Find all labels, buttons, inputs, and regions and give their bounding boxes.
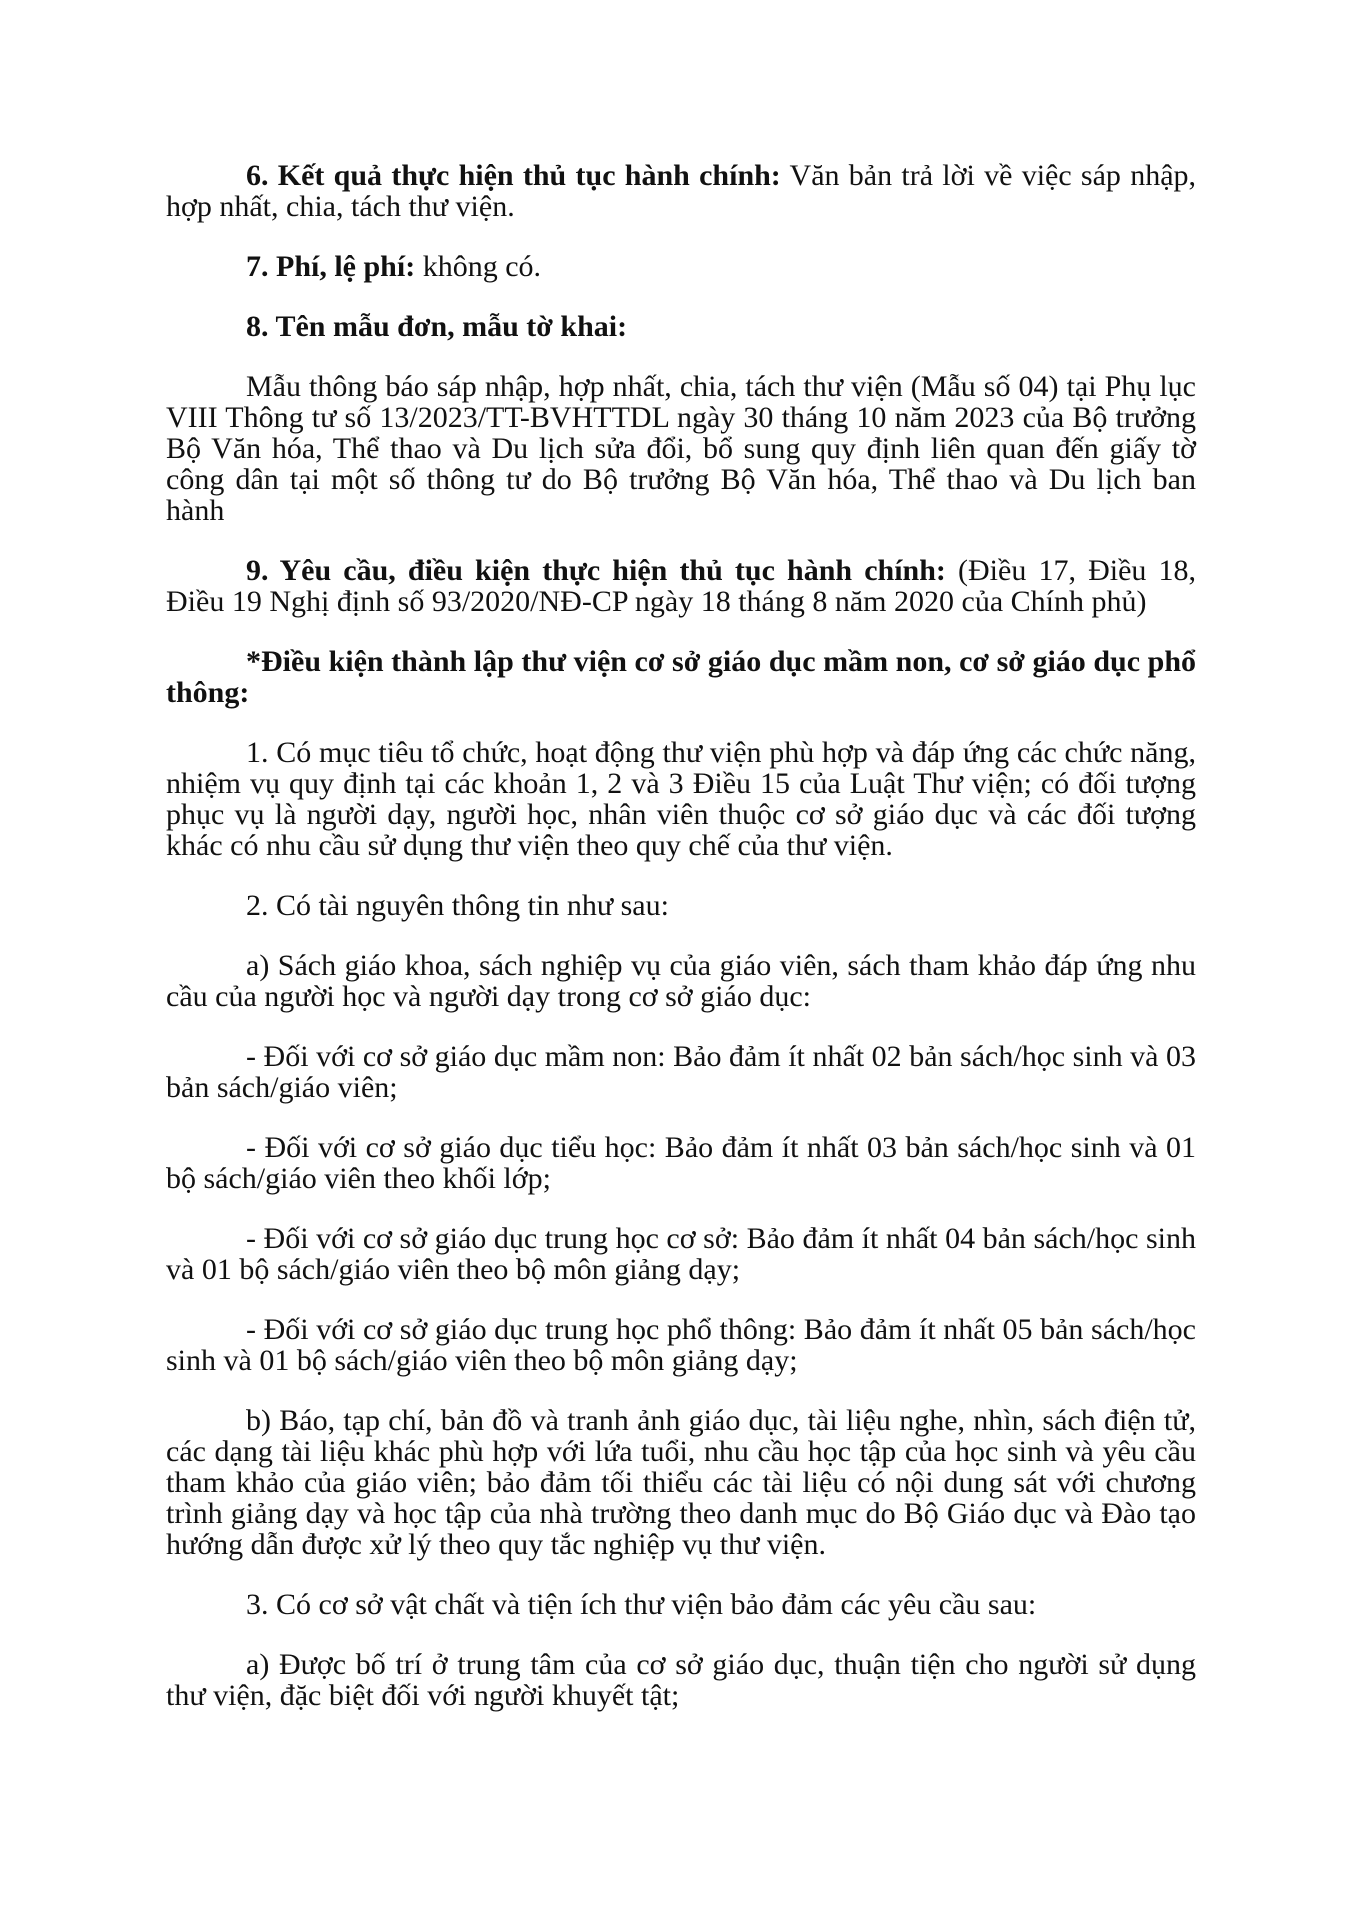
paragraph-2a: a) Sách giáo khoa, sách nghiệp vụ của giáo viên, sách tham khảo đáp ứng nhu cầu của người học và người dạy trong cơ sở giáo dục: — [166, 949, 1196, 1013]
section-9-text: (Điều 17, Điều 18, Điều 19 Nghị định số 93/2020/NĐ-CP ngày 18 tháng 8 năm 2020 của Chính phủ) — [166, 554, 1197, 618]
conditions-heading: *Điều kiện thành lập thư viện cơ sở giáo dục mầm non, cơ sở giáo dục phổ thông: — [166, 645, 1196, 709]
section-6-text: Văn bản trả lời về việc sáp nhập, hợp nhất, chia, tách thư viện. — [166, 159, 1197, 223]
section-7-label: 7. Phí, lệ phí: — [246, 250, 416, 283]
section-6-label: 6. Kết quả thực hiện thủ tục hành chính: — [246, 159, 781, 192]
section-9-label: 9. Yêu cầu, điều kiện thực hiện thủ tục hành chính: — [246, 554, 946, 587]
paragraph-1: 1. Có mục tiêu tổ chức, hoạt động thư viện phù hợp và đáp ứng các chức năng, nhiệm vụ quy định tại các khoản 1, 2 và 3 Điều 15 của Luật Thư viện; có đối tượng phục vụ là người dạy, người học, nhân viên thuộc cơ sở giáo dục và các đối tượng khác có nhu cầu sử dụng thư viện theo quy chế của thư viện. — [166, 736, 1196, 862]
section-8-text: Mẫu thông báo sáp nhập, hợp nhất, chia, tách thư viện (Mẫu số 04) tại Phụ lục VIII Thông tư số 13/2023/TT-BVHTTDL ngày 30 tháng 10 năm 2023 của Bộ trưởng Bộ Văn hóa, Thể thao và Du lịch sửa đổi, bổ sung quy định liên quan đến giấy tờ công dân tại một số thông tư do Bộ trưởng Bộ Văn hóa, Thể thao và Du lịch ban hành — [166, 370, 1196, 527]
bullet-tieu-hoc: - Đối với cơ sở giáo dục tiểu học: Bảo đảm ít nhất 03 bản sách/học sinh và 01 bộ sách/giáo viên theo khối lớp; — [166, 1131, 1196, 1195]
document-page — [166, 160, 1196, 1740]
bullet-trung-hoc-pho-thong: - Đối với cơ sở giáo dục trung học phổ thông: Bảo đảm ít nhất 05 bản sách/học sinh và 01 bộ sách/giáo viên theo bộ môn giảng dạy; — [166, 1313, 1196, 1377]
section-7-text: không có. — [415, 250, 542, 283]
section-7 — [166, 251, 1196, 282]
paragraph-3: 3. Có cơ sở vật chất và tiện ích thư viện bảo đảm các yêu cầu sau: — [246, 1588, 1037, 1621]
section-8-heading: 8. Tên mẫu đơn, mẫu tờ khai: — [246, 310, 628, 343]
section-6 — [166, 160, 1196, 222]
bullet-mam-non: - Đối với cơ sở giáo dục mầm non: Bảo đảm ít nhất 02 bản sách/học sinh và 03 bản sách/giáo viên; — [166, 1040, 1196, 1104]
paragraph-2: 2. Có tài nguyên thông tin như sau: — [246, 889, 669, 922]
paragraph-3a: a) Được bố trí ở trung tâm của cơ sở giáo dục, thuận tiện cho người sử dụng thư viện, đặc biệt đối với người khuyết tật; — [166, 1648, 1196, 1712]
paragraph-2b: b) Báo, tạp chí, bản đồ và tranh ảnh giáo dục, tài liệu nghe, nhìn, sách điện tử, các dạng tài liệu khác phù hợp với lứa tuổi, nhu cầu học tập của học sinh và yêu cầu tham khảo của giáo viên; bảo đảm tối thiểu các tài liệu có nội dung sát với chương trình giảng dạy và học tập của nhà trường theo danh mục do Bộ Giáo dục và Đào tạo hướng dẫn được xử lý theo quy tắc nghiệp vụ thư viện. — [166, 1404, 1196, 1561]
bullet-trung-hoc-co-so: - Đối với cơ sở giáo dục trung học cơ sở: Bảo đảm ít nhất 04 bản sách/học sinh và 01 bộ sách/giáo viên theo bộ môn giảng dạy; — [166, 1222, 1196, 1286]
section-9 — [166, 555, 1196, 617]
